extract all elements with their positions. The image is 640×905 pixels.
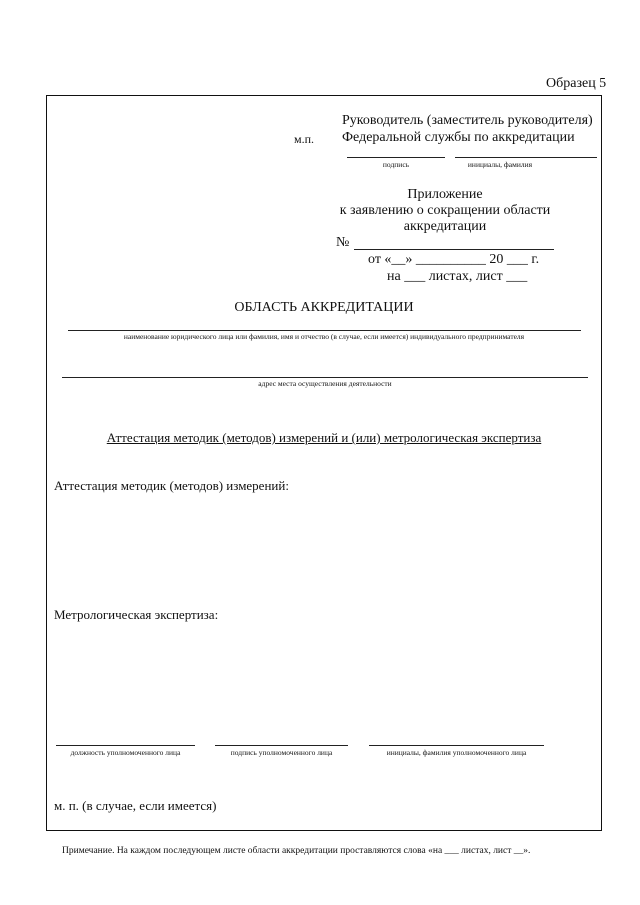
head-line-2: Федеральной службы по аккредитации	[342, 130, 575, 145]
appendix-line-3: аккредитации	[403, 219, 487, 234]
signature-line	[347, 157, 445, 158]
section-title: Аттестация методик (методов) измерений и (или) метрологическая экспертиза	[106, 430, 542, 445]
stamp-mark: м.п.	[294, 132, 315, 146]
caption-signature: подпись	[382, 160, 410, 169]
position-line	[56, 745, 195, 746]
entity-name-line	[68, 330, 581, 331]
initials-line	[455, 157, 597, 158]
date-line: от «__» __________ 20 ___ г.	[368, 252, 540, 267]
number-line	[354, 249, 554, 250]
caption-auth-initials: инициалы, фамилия уполномоченного лица	[386, 748, 527, 757]
appendix-line-2: к заявлению о сокращении области	[339, 203, 551, 218]
caption-auth-signature: подпись уполномоченного лица	[230, 748, 333, 757]
sample-label: Образец 5	[546, 76, 607, 91]
address-line	[62, 377, 588, 378]
caption-address: адрес места осуществления деятельности	[258, 379, 392, 388]
section-methods-label: Аттестация методик (методов) измерений:	[54, 478, 289, 493]
caption-entity-name: наименование юридического лица или фамилия, имя и отчество (в случае, если имеется) индивидуального предпринимателя	[123, 332, 525, 341]
footnote: Примечание. На каждом последующем листе области аккредитации проставляются слова «на ___ листах, лист __».	[62, 846, 531, 856]
head-line-1: Руководитель (заместитель руководителя)	[342, 113, 593, 128]
section-expertise-label: Метрологическая экспертиза:	[54, 607, 219, 622]
auth-signature-line	[215, 745, 348, 746]
caption-initials: инициалы, фамилия	[467, 160, 533, 169]
appendix-line-1: Приложение	[407, 187, 483, 202]
number-label: №	[336, 235, 350, 250]
sheets-line: на ___ листах, лист ___	[387, 269, 528, 284]
auth-initials-line	[369, 745, 544, 746]
document-title: ОБЛАСТЬ АККРЕДИТАЦИИ	[234, 300, 414, 315]
stamp-note: м. п. (в случае, если имеется)	[54, 798, 217, 813]
caption-position: должность уполномоченного лица	[70, 748, 181, 757]
